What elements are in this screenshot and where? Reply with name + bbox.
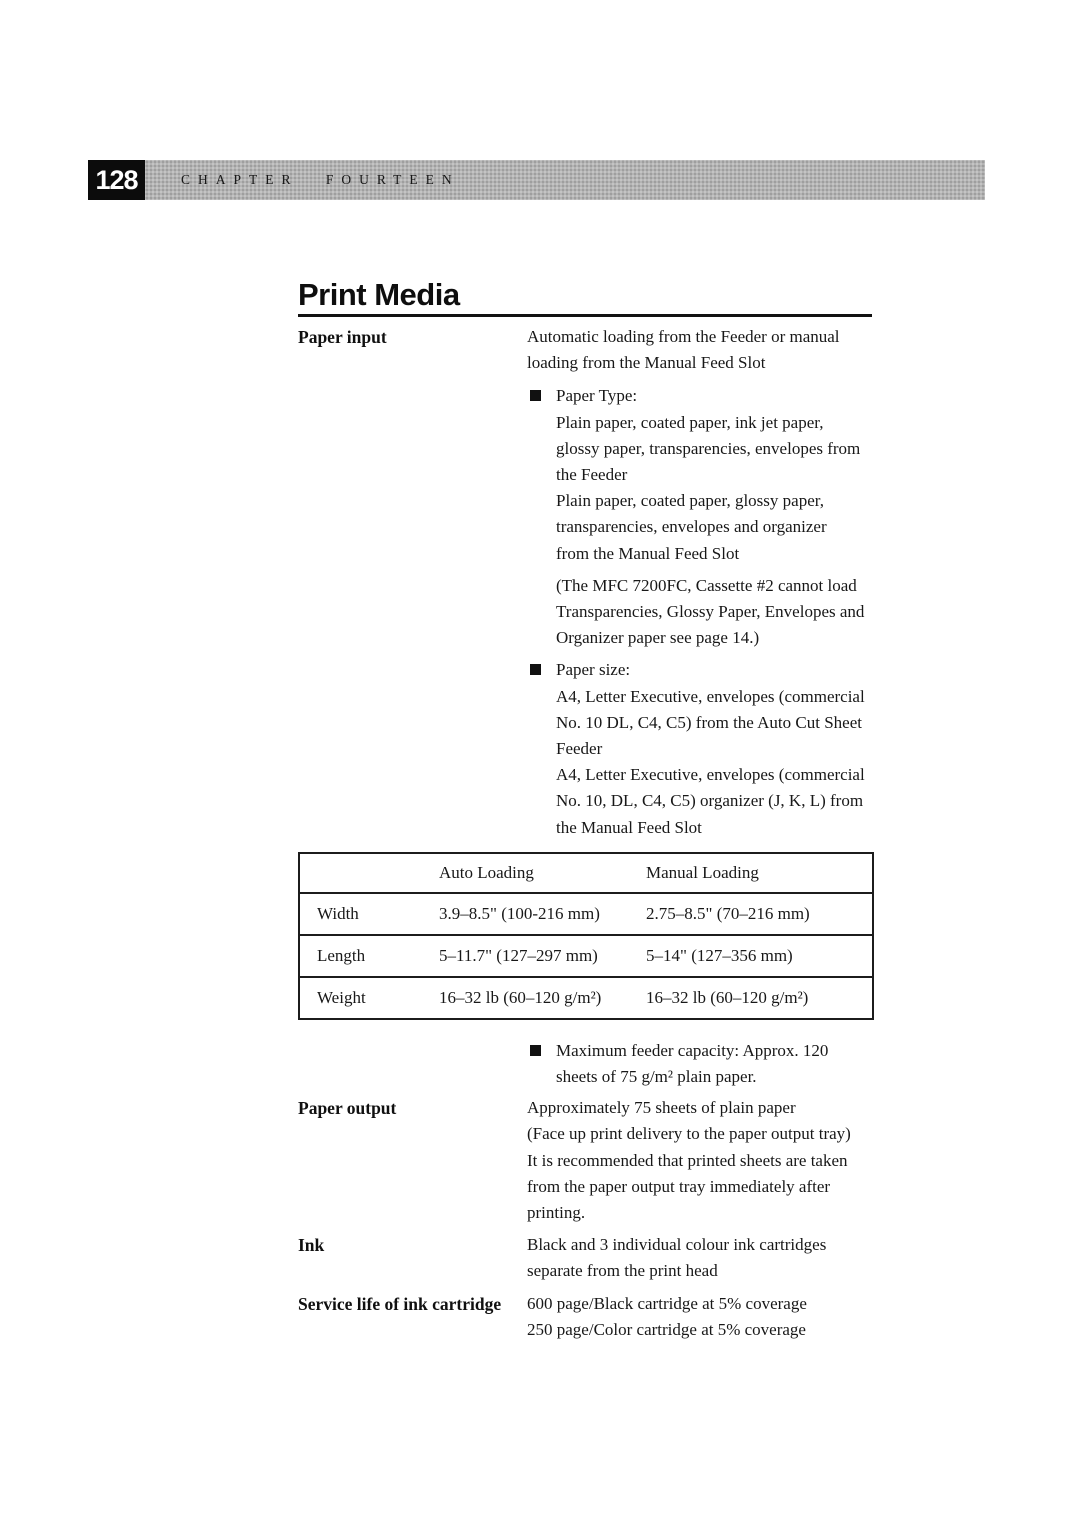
text-line: Organizer paper see page 14.) (556, 628, 760, 648)
text-line: (Face up print delivery to the paper output tray) (527, 1124, 851, 1144)
spec-document (298, 278, 872, 1343)
col-header-blank (299, 853, 439, 893)
bullet-heading: Paper Type: (556, 386, 638, 406)
bullet-square-icon (530, 664, 541, 675)
chapter-header (88, 160, 985, 200)
row-value-auto: 5–11.7" (127–297 mm) (439, 945, 598, 965)
text-line: glossy paper, transparencies, envelopes from (556, 438, 861, 458)
cassette-note (556, 573, 864, 652)
text-line: separate from the print head (527, 1261, 718, 1281)
row-value-manual: 5–14" (127–356 mm) (646, 945, 793, 965)
table-row (299, 977, 873, 1019)
text-line: sheets of 75 g/m² plain paper. (556, 1067, 757, 1087)
service-life-lines (527, 1291, 872, 1343)
text-line: Plain paper, coated paper, ink jet paper, (556, 412, 824, 432)
row-label: Weight (317, 987, 366, 1007)
row-label: Width (317, 903, 359, 923)
text-line: from the paper output tray immediately after (527, 1176, 831, 1196)
text-line: loading from the Manual Feed Slot (527, 353, 766, 373)
ink-lines (527, 1232, 872, 1284)
table-row (299, 935, 873, 977)
label-ink: Ink (298, 1235, 325, 1256)
table-header-row (299, 853, 873, 893)
paper-size-table (298, 852, 874, 1020)
table-row (299, 893, 873, 935)
media-table-body (299, 893, 873, 1019)
spec-row-ink (298, 1232, 872, 1284)
text-line: Automatic loading from the Feeder or manual (527, 327, 840, 346)
text-line: transparencies, envelopes and organizer (556, 517, 827, 537)
text-line: No. 10 DL, C4, C5) from the Auto Cut Sheet (556, 712, 862, 732)
paper-size-lines (556, 684, 865, 841)
row-value-auto: 16–32 lb (60–120 g/m²) (439, 987, 602, 1007)
spec-row-feeder-capacity (298, 1038, 872, 1090)
page-number-badge: 128 (88, 160, 145, 200)
bullet-square-icon (530, 390, 541, 401)
text-line: the Manual Feed Slot (556, 817, 702, 837)
text-line: the Feeder (556, 465, 628, 485)
chapter-bar (145, 160, 985, 200)
col-header-manual-loading: Manual Loading (646, 862, 759, 882)
spec-row-paper-input (298, 324, 872, 841)
paper-output-lines (527, 1095, 872, 1226)
text-line: from the Manual Feed Slot (556, 543, 740, 563)
bullet-paper-size (527, 657, 872, 840)
row-value-auto: 3.9–8.5" (100-216 mm) (439, 903, 600, 923)
paper-input-content (527, 324, 872, 841)
text-line: No. 10, DL, C4, C5) organizer (J, K, L) from (556, 791, 864, 811)
row-value-manual: 2.75–8.5" (70–216 mm) (646, 903, 810, 923)
feeder-capacity-lines (556, 1038, 828, 1090)
paper-type-text (556, 383, 864, 651)
bullet-feeder-capacity (527, 1038, 872, 1090)
text-line: Maximum feeder capacity: Approx. 120 (556, 1040, 829, 1060)
bullet-heading: Paper size: (556, 660, 631, 680)
text-line: 250 page/Color cartridge at 5% coverage (527, 1319, 806, 1339)
text-line: printing. (527, 1203, 586, 1223)
feeder-capacity-content (527, 1038, 872, 1090)
col-header-auto-loading: Auto Loading (439, 862, 534, 882)
text-line: Feeder (556, 739, 603, 759)
spec-row-service-life (298, 1291, 872, 1343)
section-title: Print Media (298, 277, 460, 312)
text-line: It is recommended that printed sheets are taken (527, 1150, 848, 1170)
paper-size-text (556, 657, 865, 840)
paper-input-intro (527, 324, 872, 376)
spec-row-paper-output (298, 1095, 872, 1226)
chapter-title: CHAPTER FOURTEEN (181, 172, 460, 187)
text-line: Black and 3 individual colour ink cartridges (527, 1235, 827, 1255)
bullet-square-icon (530, 1045, 541, 1056)
text-line: A4, Letter Executive, envelopes (commercial (556, 686, 865, 706)
label-paper-output: Paper output (298, 1098, 397, 1119)
text-line: (The MFC 7200FC, Cassette #2 cannot load (556, 575, 857, 595)
title-rule (298, 314, 872, 317)
paper-type-lines (556, 410, 864, 567)
text-line: Approximately 75 sheets of plain paper (527, 1098, 796, 1118)
row-label: Length (317, 945, 366, 965)
text-line: A4, Letter Executive, envelopes (commercial (556, 765, 865, 785)
label-paper-input: Paper input (298, 327, 387, 347)
text-line: 600 page/Black cartridge at 5% coverage (527, 1293, 807, 1313)
bullet-paper-type (527, 383, 872, 651)
text-line: Transparencies, Glossy Paper, Envelopes and (556, 602, 865, 622)
label-service-life: Service life of ink cartridge (298, 1293, 502, 1314)
row-value-manual: 16–32 lb (60–120 g/m²) (646, 987, 809, 1007)
text-line: Plain paper, coated paper, glossy paper, (556, 491, 824, 511)
